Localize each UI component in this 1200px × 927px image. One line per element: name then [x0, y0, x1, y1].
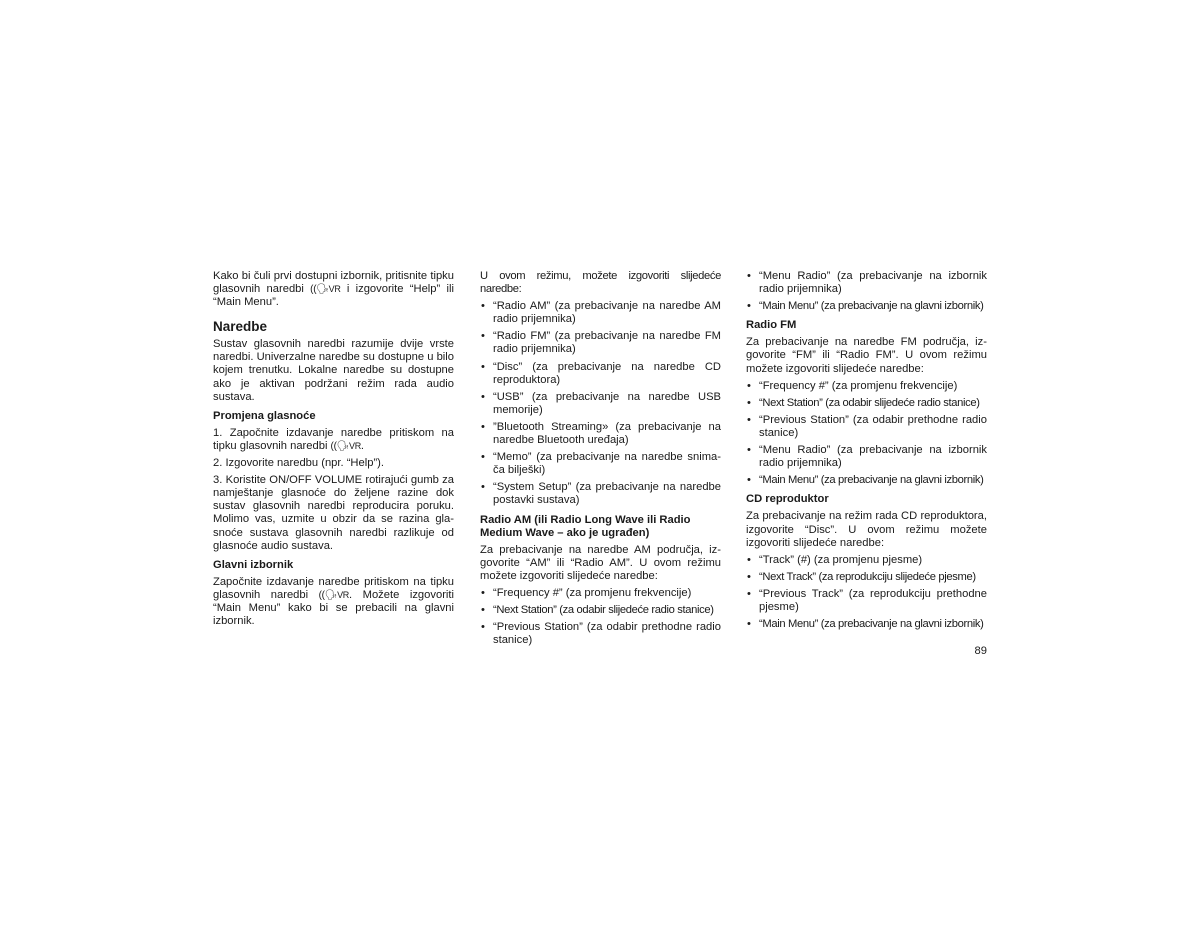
command-list	[480, 300, 721, 507]
list-item: • “Main Menu” (za prebacivanje na glavni izbornik)	[746, 618, 987, 631]
list-item: • “Menu Radio” (za prebacivanje na izbornik radio prijemnika)	[746, 270, 987, 296]
radio-am-paragraph: Za prebacivanje na naredbe AM područja, izgovorite “AM” ili “Radio AM”. U ovom režimu možete izgovoriti slijedeće naredbe:	[480, 543, 721, 582]
glavni-text-a: Započnite izdavanje naredbe pritiskom na tipku glasovnih naredbi	[213, 575, 454, 601]
voice-glyph: ((🗣	[310, 284, 329, 296]
step-1-text-b: .	[360, 439, 365, 452]
voice-glyph: ((🗣	[330, 440, 350, 452]
voice-label: VR	[328, 284, 341, 295]
list-item: • “Memo” (za prebacivanje na naredbe snimača bilješki)	[480, 451, 721, 477]
glavni-text-b: . Možete izgovoriti “Main Menu” kako bi se prebacili na glavni izbornik.	[213, 588, 454, 628]
am-command-list	[480, 587, 721, 647]
list-item: • “Previous Track” (za reprodukciju prethodne pjesme)	[746, 588, 987, 614]
cd-heading: CD reproduktor	[746, 493, 829, 506]
commands-intro: U ovom režimu, možete izgovoriti slijedeće naredbe:	[480, 270, 721, 296]
voice-command-icon	[310, 283, 340, 296]
fm-command-list	[746, 380, 987, 488]
column-middle	[480, 270, 721, 651]
radio-am-heading: Radio AM (ili Radio Long Wave ili Radio Medium Wave – ako je ugrađen)	[480, 513, 691, 539]
list-item: • “Disc” (za prebacivanje na naredbe CD reproduktora)	[480, 361, 721, 387]
list-item: • ”Bluetooth Streaming» (za prebacivanje na naredbe Bluetooth uređaja)	[480, 421, 721, 447]
voice-command-icon	[331, 440, 361, 453]
glasnoca-heading: Promjena glasnoće	[213, 409, 316, 422]
naredbe-paragraph: Sustav glasovnih naredbi razumije dvije vrste naredbi. Univerzalne naredbe su dostupne u bilo kojem trenutku. Lokalne naredbe su dostupne ako je aktivan podržani režim rada audio sustava.	[213, 338, 454, 403]
list-item: • “Radio AM” (za prebacivanje na naredbe AM radio prijemnika)	[480, 300, 721, 326]
list-item: • “Frequency #” (za promjenu frekvencije)	[480, 587, 721, 600]
list-item: • “System Setup” (za prebacivanje na naredbe postavki sustava)	[480, 481, 721, 507]
list-item: • “Next Track” (za reprodukciju slijedeće pjesme)	[746, 571, 987, 584]
naredbe-heading: Naredbe	[213, 319, 268, 335]
radio-fm-heading: Radio FM	[746, 319, 797, 332]
list-item: • “USB” (za prebacivanje na naredbe USB memorije)	[480, 391, 721, 417]
step-1	[213, 427, 454, 453]
list-item: • “Frequency #” (za promjenu frekvencije)	[746, 380, 987, 393]
list-item: • “Main Menu” (za prebacivanje na glavni izbornik)	[746, 300, 987, 313]
step-3: 3. Koristite ON/OFF VOLUME rotirajući gumb za namještanje glasnoće do željene razine dok sustav glasovnih naredbi reproducira poruku. Molimo vas, uzmite u obzir da se razina glasnoće sustava glasovnih naredbi razlikuje od glasnoće audio sustava.	[213, 474, 454, 552]
column-left	[213, 270, 454, 632]
voice-glyph: ((🗣	[318, 589, 338, 601]
page-number: 89	[974, 645, 987, 657]
list-item: • “Previous Station” (za odabir prethodne radio stanice)	[480, 621, 721, 647]
am-continued-list	[746, 270, 987, 313]
list-item: • “Previous Station” (za odabir prethodne radio stanice)	[746, 414, 987, 440]
list-item: • “Radio FM” (za prebacivanje na naredbe FM radio prijemnika)	[480, 330, 721, 356]
radio-fm-paragraph: Za prebacivanje na naredbe FM područja, izgovorite “FM” ili “Radio FM”. U ovom režimu možete izgovoriti slijedeće naredbe:	[746, 336, 987, 375]
cd-command-list	[746, 554, 987, 631]
list-item: • “Menu Radio” (za prebacivanje na izbornik radio prijemnika)	[746, 444, 987, 470]
glavni-paragraph	[213, 576, 454, 628]
list-item: • “Next Station” (za odabir slijedeće radio stanice)	[480, 604, 721, 617]
list-item: • “Main Menu” (za prebacivanje na glavni izbornik)	[746, 474, 987, 487]
intro-text-b: i izgovorite “Help” ili “Main Menu”.	[213, 283, 454, 309]
step-2: 2. Izgovorite naredbu (npr. “Help”).	[213, 457, 385, 470]
list-item: • “Track” (#) (za promjenu pjesme)	[746, 554, 987, 567]
voice-label: VR	[349, 440, 361, 451]
column-right	[746, 270, 987, 635]
intro-text-a: Kako bi čuli prvi dostupni izbornik, pritisnite tipku glasovnih naredbi	[213, 270, 454, 296]
voice-command-icon	[319, 589, 349, 602]
voice-label: VR	[337, 589, 350, 600]
intro-paragraph	[213, 270, 454, 309]
cd-paragraph: Za prebacivanje na režim rada CD reproduktora, izgovorite “Disc”. U ovom režimu možete izgovoriti slijedeće naredbe:	[746, 510, 987, 549]
glavni-heading: Glavni izbornik	[213, 558, 294, 571]
list-item: • “Next Station” (za odabir slijedeće radio stanice)	[746, 397, 987, 410]
step-1-text-a: 1. Započnite izdavanje naredbe pritiskom na tipku glasovnih naredbi	[213, 426, 454, 452]
